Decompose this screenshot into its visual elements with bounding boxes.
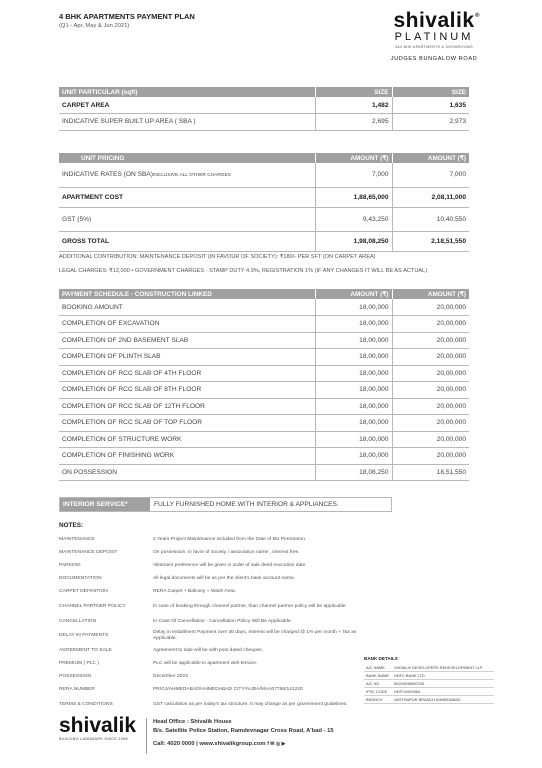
interior-service-label: INTERIOR SERVICE* <box>60 498 150 511</box>
bank-value: SHIVALIK DEVELOPERS REDEVELOPMENT LLP <box>394 665 483 670</box>
row-label-main: INDICATIVE RATES (ON SBA) <box>62 171 153 179</box>
row-value: 1,88,65,000 <box>315 187 392 207</box>
note-item <box>59 671 359 684</box>
row-label: GROSS TOTAL <box>59 231 315 251</box>
row-value: 2,973 <box>392 114 469 131</box>
note-value: PLC will be applicable in apartment with terrace. <box>153 660 258 666</box>
row-value: 2,18,51,550 <box>392 231 469 251</box>
page-subtitle: (Q1 - Apr, May & Jun 2021) <box>59 23 130 29</box>
row-value: 18,00,000 <box>315 415 392 432</box>
table-row <box>59 365 469 382</box>
note-item <box>59 684 359 697</box>
row-label: BOOKING AMOUNT <box>59 299 315 316</box>
bank-key: A/C NO <box>366 681 380 686</box>
note-key: CHANNEL PARTNER POLICY <box>59 603 126 609</box>
pricing-header-col1: AMOUNT (₹) <box>315 153 392 163</box>
bank-key: BANK NAME <box>366 673 389 678</box>
row-value: 20,00,000 <box>392 431 469 448</box>
brand-logo <box>382 10 486 62</box>
call-and-website[interactable]: Call: 4020 0000 | www.shivalikgroup.com <box>153 741 266 747</box>
table-row <box>59 464 469 481</box>
interior-service-value: FULLY FURNISHED HOME WITH INTERIOR & APPLIANCES. <box>154 501 339 508</box>
logo-wordmark <box>382 10 486 31</box>
table-row <box>59 448 469 465</box>
footer-contact <box>153 718 334 749</box>
row-value: 1,635 <box>392 97 469 114</box>
table-row <box>59 349 469 366</box>
office-address: B/s. Satellite Police Station, Ramdevnagar Cross Road, A'bad - 15 <box>153 728 334 734</box>
note-value: Delay in Installment Payment over 30 days, Interest will be charged @ 1% per month + Tax as Applicable. <box>153 630 357 642</box>
row-value: 20,00,000 <box>392 448 469 465</box>
pricing-header-col2: AMOUNT (₹) <box>392 153 469 163</box>
note-key: POSSESSION <box>59 674 92 680</box>
bank-key: BRANCH <box>366 697 383 702</box>
row-label: COMPLETION OF RCC SLAB OF 12TH FLOOR <box>59 398 315 415</box>
note-key: AGREEMENT TO SALE <box>59 647 112 653</box>
row-label: ON POSSESSION <box>59 464 315 481</box>
row-label: COMPLETION OF EXCAVATION <box>59 316 315 333</box>
notes-title: NOTES: <box>59 522 84 529</box>
schedule-header-label: PAYMENT SCHEDULE - CONSTRUCTION LINKED <box>59 289 315 299</box>
note-value: Allotment preference will be given in order of sale deed execution date. <box>153 562 307 568</box>
row-value: 18,00,000 <box>315 349 392 366</box>
table-row <box>59 382 469 399</box>
row-value: 20,00,000 <box>392 299 469 316</box>
row-label <box>59 163 315 187</box>
row-value: 7,000 <box>392 163 469 187</box>
note-value: All legal documents will be as per the client's bank account name. <box>153 576 296 582</box>
bank-value: VASTRAPUR BRANCH AHMEDABAD <box>394 697 461 702</box>
pricing-table <box>59 153 469 252</box>
notes-list <box>59 533 359 713</box>
note-key: RERA NUMBER <box>59 687 95 693</box>
bank-row <box>364 696 494 704</box>
row-label: COMPLETION OF PLINTH SLAB <box>59 349 315 366</box>
row-label: COMPLETION OF FINISHING WORK <box>59 448 315 465</box>
row-value: 18,00,000 <box>315 431 392 448</box>
note-key: CARPET DEFINITION <box>59 589 108 595</box>
size-table <box>59 87 469 131</box>
pricing-table-header <box>59 153 469 163</box>
note-value: GST calculation as per today's tax structure. It may change as per government guidelines. <box>153 701 348 707</box>
footer-logo <box>59 715 139 741</box>
note-key: MAINTENANCE DEPOSIT <box>59 549 118 555</box>
note-value: On possession, in favor of society / association name , interest free. <box>153 549 300 555</box>
note-key: TERMS & CONDITIONS <box>59 701 113 707</box>
row-value: 10,40,550 <box>392 207 469 231</box>
note-item <box>59 599 359 615</box>
row-value: 7,000 <box>315 163 392 187</box>
bank-row <box>364 680 494 688</box>
interior-service-box <box>59 497 392 512</box>
row-value: 18,00,000 <box>315 382 392 399</box>
note-value: In case of booking through channel partner, than channel partner policy will be applicable. <box>153 603 347 609</box>
row-value: 20,00,000 <box>392 332 469 349</box>
row-label: INDICATIVE SUPER BUILT UP AREA ( SBA ) <box>59 114 315 131</box>
row-value: 18,00,000 <box>315 365 392 382</box>
schedule-header-col1: AMOUNT (₹) <box>315 289 392 299</box>
schedule-header-col2: AMOUNT (₹) <box>392 289 469 299</box>
table-row <box>59 187 469 207</box>
footer-divider <box>146 718 147 754</box>
additional-contribution-note: ADDITIONAL CONTRIBUTION: MAINTENANCE DEPOSIT (IN FAVOUR OF SOCIETY): ₹180/- PER SFT (ON CARPET AREA) <box>59 254 376 260</box>
bank-row <box>364 664 494 672</box>
logo-name: shivalik <box>393 9 475 32</box>
footer-logo-wordmark: shivalik <box>59 714 137 737</box>
row-value: 1,98,08,250 <box>315 231 392 251</box>
row-value: 2,695 <box>315 114 392 131</box>
bank-key: IFSC CODE <box>366 689 388 694</box>
row-label: COMPLETION OF STRUCTURE WORK <box>59 431 315 448</box>
note-item <box>59 559 359 572</box>
row-value: 20,00,000 <box>392 365 469 382</box>
note-key: PARKING <box>59 562 81 568</box>
row-label: CARPET AREA <box>59 97 315 114</box>
bank-rows <box>364 664 494 704</box>
table-row <box>59 332 469 349</box>
bank-details-title: BANK DETAILS <box>364 656 398 661</box>
schedule-table-header <box>59 289 469 299</box>
row-value: 18,00,000 <box>315 299 392 316</box>
note-key: PREMIUM ( PLC ) <box>59 660 99 666</box>
note-value: In Case Of Cancellation - Cancellation Policy Will Be Applicable. <box>153 618 292 624</box>
row-value: 18,08,250 <box>315 464 392 481</box>
table-row <box>59 231 469 251</box>
bank-row <box>364 688 494 696</box>
row-value: 20,00,000 <box>392 382 469 399</box>
note-item <box>59 573 359 586</box>
note-item <box>59 586 359 599</box>
head-office-label: Head Office : Shivalik House <box>153 719 232 725</box>
note-item <box>59 657 359 670</box>
size-table-header <box>59 87 469 97</box>
bank-value: HDFC BANK LTD <box>394 673 425 678</box>
payment-schedule-table <box>59 289 469 481</box>
project-location: JUDGES BUNGALOW ROAD <box>390 56 478 62</box>
note-value: PR/GJ/AHMEDABAD/AHMEDABAD CITY/AUDA/MAA07768/141220 <box>153 687 303 693</box>
row-value: 18,00,000 <box>315 448 392 465</box>
table-row <box>59 163 469 187</box>
table-row <box>59 398 469 415</box>
note-value: 2 Years Project Maintenance included from the Date of BU Permission. <box>153 536 307 542</box>
row-value: 18,00,000 <box>315 332 392 349</box>
row-label: COMPLETION OF 2ND BASEMENT SLAB <box>59 332 315 349</box>
size-header-col2: SIZE <box>392 87 469 97</box>
row-value: 18,00,000 <box>315 398 392 415</box>
note-key: CANCELLATION <box>59 618 97 624</box>
table-row <box>59 97 469 114</box>
note-item <box>59 615 359 628</box>
bank-value: 50200039687025 <box>394 681 425 686</box>
row-label-note: INCLUSIVE ALL OTHER CHARGES <box>152 173 231 179</box>
logo-subbrand: PLATINUM <box>394 31 474 43</box>
table-row <box>59 415 469 432</box>
note-key: DOCUMENTATION <box>59 576 102 582</box>
registered-mark-icon: ® <box>475 13 480 19</box>
table-row <box>59 207 469 231</box>
bank-key: A/C NAME <box>366 665 385 670</box>
note-key: DELAY IN PAYMENTS <box>59 633 109 639</box>
row-value: 20,00,000 <box>392 415 469 432</box>
logo-tagline: 3&4 BHK APARTMENTS & SHOWROOMS <box>395 45 473 49</box>
row-value: 18,51,550 <box>392 464 469 481</box>
note-item <box>59 533 359 546</box>
note-value: Agreement to sale will be with post dated cheques. <box>153 647 264 653</box>
note-value: December 2023 <box>153 674 188 680</box>
row-label: COMPLETION OF RCC SLAB OF 8TH FLOOR <box>59 382 315 399</box>
social-media-icon[interactable]: f ✉ ◎ ▶ <box>267 741 286 747</box>
table-row <box>59 299 469 316</box>
note-item <box>59 546 359 559</box>
bank-row <box>364 672 494 680</box>
row-label: COMPLETION OF RCC SLAB OF 4TH FLOOR <box>59 365 315 382</box>
size-header-label: UNIT PARTICULAR (sqft) <box>59 87 315 97</box>
row-value: 20,00,000 <box>392 349 469 366</box>
row-value: 2,08,11,000 <box>392 187 469 207</box>
size-header-col1: SIZE <box>315 87 392 97</box>
row-value: 20,00,000 <box>392 398 469 415</box>
footer-logo-tagline: BUILDING LANDMARK SINCE 1998 <box>59 737 128 741</box>
note-item <box>59 628 359 644</box>
row-value: 18,00,000 <box>315 316 392 333</box>
bank-value: HDFC0003964 <box>394 689 420 694</box>
row-value: 20,00,000 <box>392 316 469 333</box>
bank-details <box>364 656 494 704</box>
pricing-header-label: UNIT PRICING <box>59 153 315 163</box>
legal-charges-note: LEGAL CHARGES: ₹12,000 • GOVERNMENT CHARGES - STAMP DUTY 4.9%, REGISTRATION 1% (IF ANY CHANGES IT WILL BE AS ACTUAL) <box>59 268 428 274</box>
table-row <box>59 114 469 131</box>
table-row <box>59 316 469 333</box>
row-value: 9,43,250 <box>315 207 392 231</box>
row-label: GST (5%) <box>59 207 315 231</box>
row-label: APARTMENT COST <box>59 187 315 207</box>
row-value: 1,482 <box>315 97 392 114</box>
note-value: RERA Carpet + Balcony + Wash Area. <box>153 589 236 595</box>
row-label: COMPLETION OF RCC SLAB OF TOP FLOOR <box>59 415 315 432</box>
note-item <box>59 697 359 713</box>
note-item <box>59 644 359 657</box>
footer-call-line <box>153 740 334 749</box>
page-title: 4 BHK APARTMENTS PAYMENT PLAN <box>59 12 195 21</box>
table-row <box>59 431 469 448</box>
note-key: MAINTENANCE <box>59 536 95 542</box>
